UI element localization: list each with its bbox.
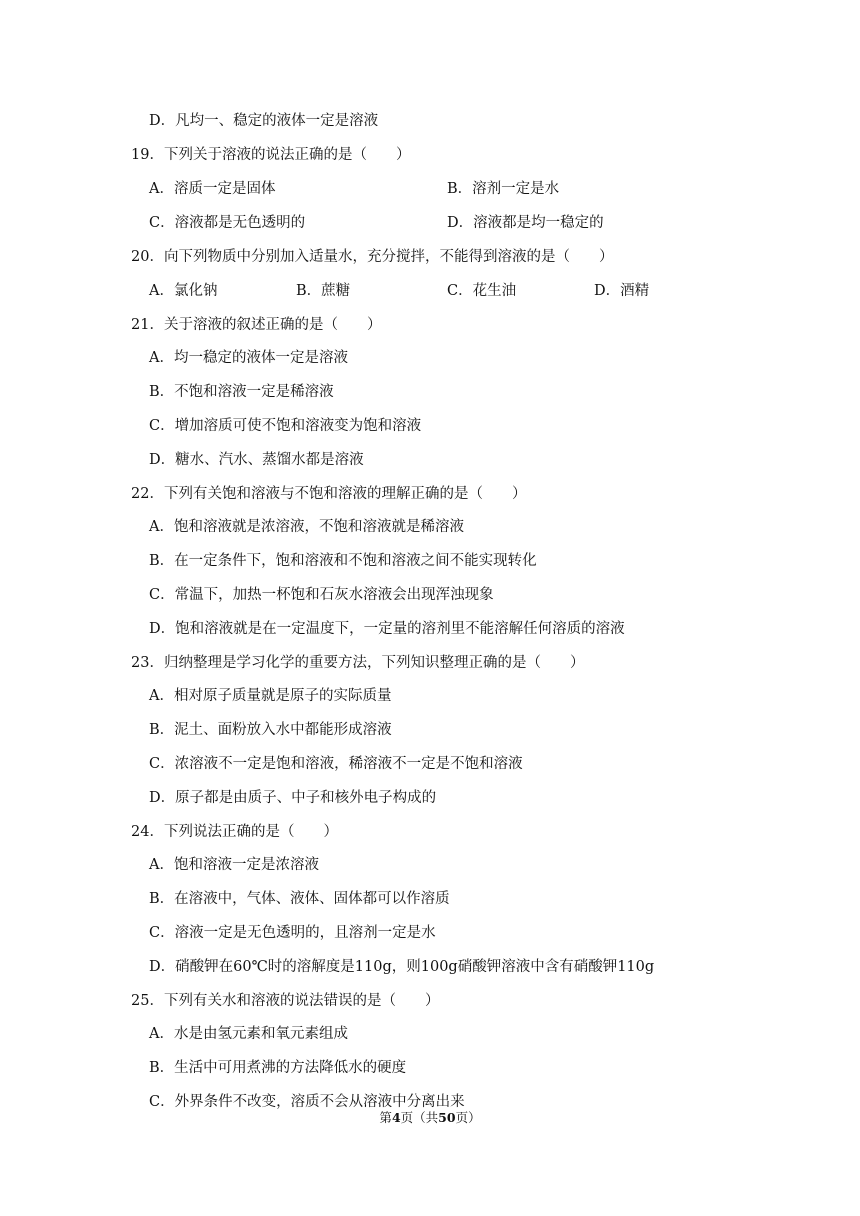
option-22b: B．在一定条件下，饱和溶液和不饱和溶液之间不能实现转化 <box>149 553 537 569</box>
option-25b: B．生活中可用煮沸的方法降低水的硬度 <box>149 1060 407 1076</box>
option-21a: A．均一稳定的液体一定是溶液 <box>149 350 348 366</box>
question-25: 25．下列有关水和溶液的说法错误的是（ ） <box>131 993 440 1009</box>
question-21: 21．关于溶液的叙述正确的是（ ） <box>131 317 382 333</box>
option-22a: A．饱和溶液就是浓溶液，不饱和溶液就是稀溶液 <box>149 519 464 535</box>
footer-prefix: 第 <box>379 1110 392 1125</box>
question-19: 19．下列关于溶液的说法正确的是（ ） <box>131 147 411 163</box>
option-19d: D．溶液都是均一稳定的 <box>447 215 604 231</box>
option-20b: B．蔗糖 <box>296 283 351 299</box>
option-23a: A．相对原子质量就是原子的实际质量 <box>149 688 392 704</box>
option-23d: D．原子都是由质子、中子和核外电子构成的 <box>149 790 437 806</box>
option-24c: C．溶液一定是无色透明的，且溶剂一定是水 <box>149 925 436 941</box>
option-18d: D．凡均一、稳定的液体一定是溶液 <box>149 113 379 129</box>
option-24a: A．饱和溶液一定是浓溶液 <box>149 857 319 873</box>
option-19b: B．溶剂一定是水 <box>447 181 560 197</box>
option-20c: C．花生油 <box>447 283 517 299</box>
option-25c: C．外界条件不改变，溶质不会从溶液中分离出来 <box>149 1094 465 1110</box>
question-23: 23．归纳整理是学习化学的重要方法，下列知识整理正确的是（ ） <box>131 655 585 671</box>
option-21b: B．不饱和溶液一定是稀溶液 <box>149 384 334 400</box>
footer-total-pages: 50 <box>438 1110 456 1125</box>
option-23b: B．泥土、面粉放入水中都能形成溶液 <box>149 722 392 738</box>
option-24d: D．硝酸钾在60℃时的溶解度是110g，则100g硝酸钾溶液中含有硝酸钾110g <box>149 959 655 975</box>
option-21d: D．糖水、汽水、蒸馏水都是溶液 <box>149 452 364 468</box>
option-25a: A．水是由氢元素和氧元素组成 <box>149 1026 348 1042</box>
option-21c: C．增加溶质可使不饱和溶液变为饱和溶液 <box>149 418 422 434</box>
option-20d: D．酒精 <box>594 283 650 299</box>
page-footer <box>0 1110 860 1126</box>
option-22c: C．常温下，加热一杯饱和石灰水溶液会出现浑浊现象 <box>149 587 494 603</box>
footer-mid: 页（共 <box>400 1110 439 1125</box>
option-22d: D．饱和溶液就是在一定温度下，一定量的溶剂里不能溶解任何溶质的溶液 <box>149 621 625 637</box>
option-24b: B．在溶液中，气体、液体、固体都可以作溶质 <box>149 891 450 907</box>
question-24: 24．下列说法正确的是（ ） <box>131 824 338 840</box>
option-23c: C．浓溶液不一定是饱和溶液，稀溶液不一定是不饱和溶液 <box>149 756 523 772</box>
option-20a: A．氯化钠 <box>149 283 218 299</box>
footer-suffix: 页） <box>455 1110 481 1125</box>
option-19a: A．溶质一定是固体 <box>149 181 276 197</box>
option-19c: C．溶液都是无色透明的 <box>149 215 306 231</box>
question-20: 20．向下列物质中分别加入适量水，充分搅拌，不能得到溶液的是（ ） <box>131 249 614 265</box>
footer-page-number: 4 <box>391 1110 401 1125</box>
question-22: 22．下列有关饱和溶液与不饱和溶液的理解正确的是（ ） <box>131 486 527 502</box>
